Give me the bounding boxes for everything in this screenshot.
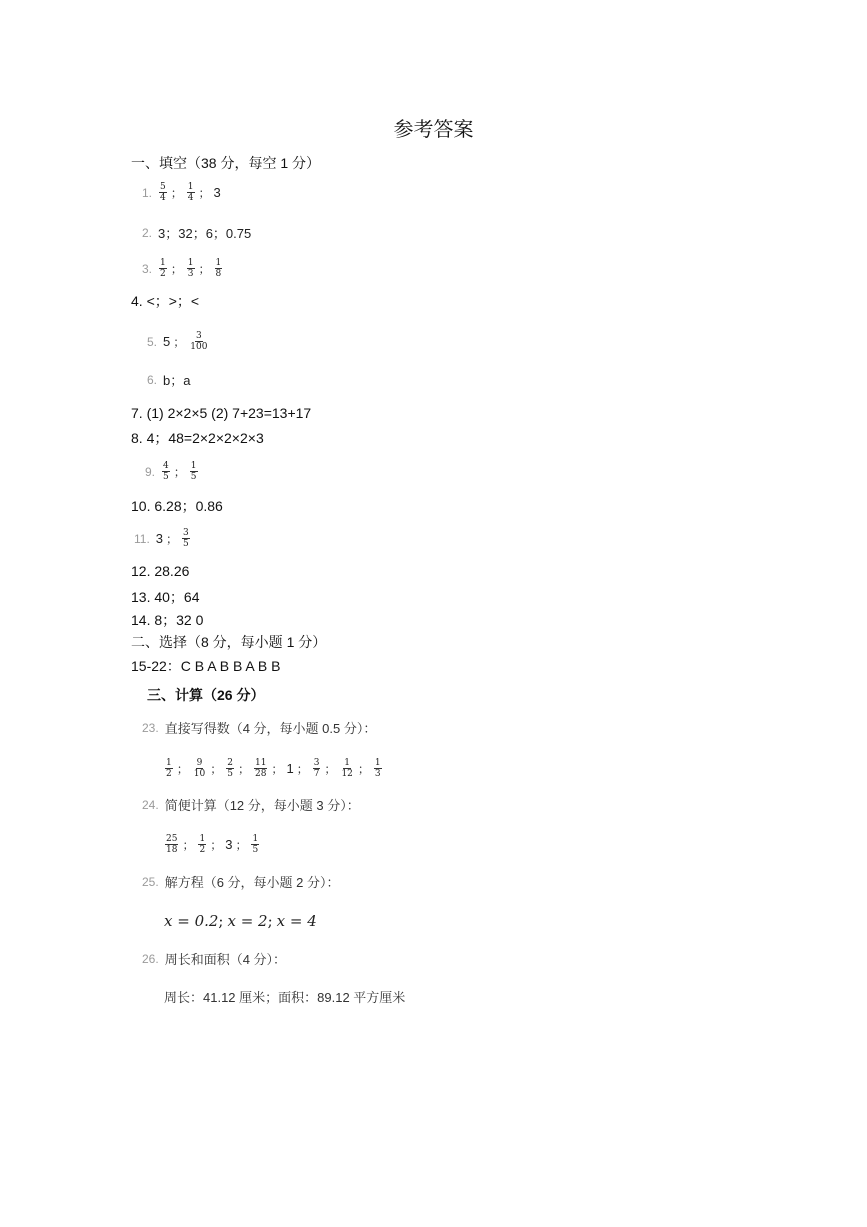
fraction: $\frac{1}{5}$ xyxy=(190,461,197,482)
question-25-label: 25. 解方程（6 分，每小题 2 分）： xyxy=(142,874,340,890)
fraction: $\frac{1}{5}$ xyxy=(252,834,259,855)
answer-24: $\frac{25}{18}$ ； $\frac{1}{2}$ ； 3 ； $\frac{1}{5}$ xyxy=(166,834,259,855)
fraction: $\frac{1}{2}$ xyxy=(160,258,166,279)
answer-26: 周长：41.12 厘米；面积：89.12 平方厘米 xyxy=(164,990,406,1005)
answer-4: 4. <；>；< xyxy=(131,293,200,309)
fraction: $\frac{1}{4}$ xyxy=(187,182,194,203)
answer-12: 12. 28.26 xyxy=(131,563,190,579)
answer-15-22: 15-22：C B A B B A B B xyxy=(131,658,281,674)
fraction: $\frac{3}{100}$ xyxy=(190,331,208,352)
answer-25: x = 0.2 ; x = 2 ; x = 4 xyxy=(164,912,317,930)
answer-6: 6. b；a xyxy=(147,372,191,388)
section-calc-heading: 三、计算（26 分） xyxy=(147,687,265,703)
answer-7: 7. (1) 2×2×5 (2) 7+23=13+17 xyxy=(131,405,312,421)
answer-8: 8. 4；48=2×2×2×2×3 xyxy=(131,430,264,446)
fraction: $\frac{1}{12}$ xyxy=(341,758,353,779)
answer-13: 13. 40；64 xyxy=(131,589,200,605)
answer-1: 1. $\frac{5}{4}$ ； $\frac{1}{4}$ ； 3 xyxy=(142,182,221,203)
fraction: $\frac{1}{2}$ xyxy=(166,758,172,779)
fraction: $\frac{1}{2}$ xyxy=(199,834,206,855)
answer-3: 3. $\frac{1}{2}$ ； $\frac{1}{3}$ ； $\frac{1}{8}$ xyxy=(142,258,222,279)
question-23-label: 23. 直接写得数（4 分，每小题 0.5 分）： xyxy=(142,720,377,736)
answer-value: 3 xyxy=(225,837,233,852)
fraction: $\frac{3}{7}$ xyxy=(313,758,320,779)
answer-11: 11. 3 ； $\frac{3}{5}$ xyxy=(134,528,189,549)
page-title: 参考答案 xyxy=(393,117,474,141)
fraction: $\frac{9}{10}$ xyxy=(193,758,206,779)
fraction: $\frac{11}{28}$ xyxy=(254,758,267,779)
question-26-label: 26. 周长和面积（4 分）： xyxy=(142,951,287,967)
answer-5: 5. 5 ； $\frac{3}{100}$ xyxy=(147,331,208,352)
fraction: $\frac{25}{18}$ xyxy=(166,834,178,855)
answer-10: 10. 6.28；0.86 xyxy=(131,498,223,514)
answer-2: 2. 3；32；6；0.75 xyxy=(142,225,252,241)
equation-solution: x = 4 xyxy=(276,912,317,930)
fraction: $\frac{4}{5}$ xyxy=(163,461,169,482)
section-fill-blank-heading: 一、填空（38 分，每空 1 分） xyxy=(131,155,321,171)
answer-23: $\frac{1}{2}$ ； $\frac{9}{10}$ ； $\frac{2}{5}$ ； $\frac{11}{28}$ ； 1 ； $\frac{3}{7}$ ； $\frac{1}{12}$ ； $\frac{1}{3}$ xyxy=(166,758,381,779)
answer-9: 9. $\frac{4}{5}$ ； $\frac{1}{5}$ xyxy=(145,461,197,482)
fraction: $\frac{3}{5}$ xyxy=(183,528,189,549)
section-choice-heading: 二、选择（8 分，每小题 1 分） xyxy=(131,634,327,650)
answer-value: 1 xyxy=(286,761,294,776)
question-number: 1. xyxy=(142,185,153,200)
question-24-label: 24. 简便计算（12 分，每小题 3 分）： xyxy=(142,797,360,813)
equation-solution: x = 0.2 xyxy=(164,912,219,930)
answer-14: 14. 8；32 0 xyxy=(131,612,204,628)
fraction: $\frac{1}{3}$ xyxy=(187,258,194,279)
equation-solution: x = 2 xyxy=(227,912,268,930)
fraction: $\frac{2}{5}$ xyxy=(227,758,233,779)
fraction: $\frac{1}{3}$ xyxy=(374,758,381,779)
fraction: $\frac{5}{4}$ xyxy=(160,182,166,203)
fraction: $\frac{1}{8}$ xyxy=(215,258,222,279)
